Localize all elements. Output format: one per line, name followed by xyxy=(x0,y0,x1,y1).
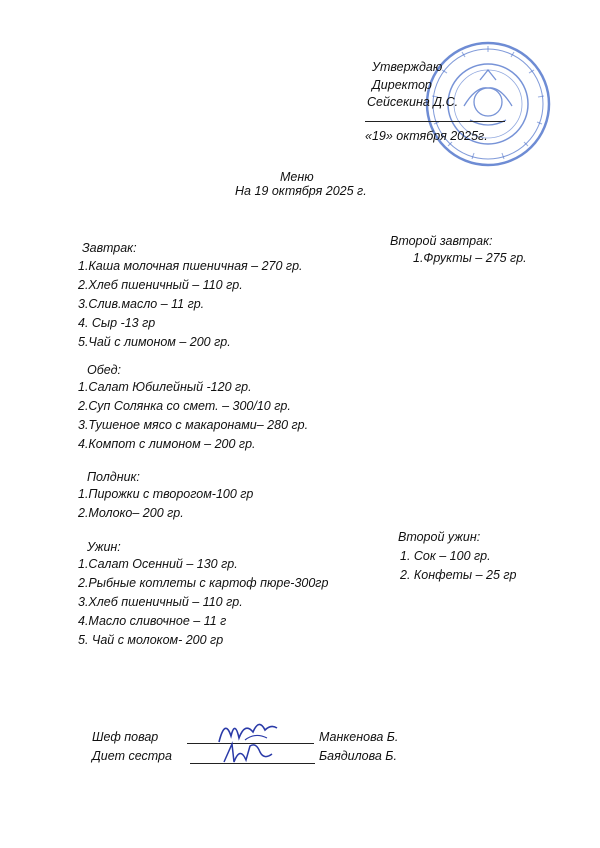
nurse-signature xyxy=(220,738,280,766)
list-item: 5. Чай с молоком- 200 гр xyxy=(78,633,224,647)
list-item: 2.Суп Солянка со смет. – 300/10 гр. xyxy=(78,399,291,413)
approval-date: «19» октября 2025г. xyxy=(365,129,488,143)
chef-name: Манкенова Б. xyxy=(319,730,399,744)
breakfast-heading: Завтрак: xyxy=(82,241,137,255)
list-item: 1.Салат Юбилейный -120 гр. xyxy=(78,380,252,394)
chef-role: Шеф повар xyxy=(92,730,159,744)
list-item: 1.Салат Осенний – 130 гр. xyxy=(78,557,238,571)
list-item: 1.Каша молочная пшеничная – 270 гр. xyxy=(78,259,303,273)
list-item: 3.Хлеб пшеничный – 110 гр. xyxy=(78,595,243,609)
second-dinner-heading: Второй ужин: xyxy=(398,530,481,544)
list-item: 5.Чай с лимоном – 200 гр. xyxy=(78,335,231,349)
list-item: 2.Рыбные котлеты с картоф пюре-300гр xyxy=(78,576,329,590)
second-breakfast-heading: Второй завтрак: xyxy=(390,234,493,248)
breakfast-list xyxy=(78,257,303,352)
page-title: Меню xyxy=(280,170,314,184)
nurse-name: Баядилова Б. xyxy=(319,749,397,763)
dinner-list xyxy=(78,555,328,650)
lunch-heading: Обед: xyxy=(87,363,121,377)
menu-date: На 19 октября 2025 г. xyxy=(235,184,367,198)
list-item: 2.Молоко– 200 гр. xyxy=(78,506,184,520)
second-dinner-list xyxy=(400,547,517,585)
list-item: 4.Масло сливочное – 11 г xyxy=(78,614,227,628)
list-item: 2. Конфеты – 25 гр xyxy=(400,568,517,582)
list-item: 1.Фрукты – 275 гр. xyxy=(413,251,527,265)
approval-line-1: Утверждаю xyxy=(372,60,443,74)
dinner-heading: Ужин: xyxy=(87,540,121,554)
snack-list xyxy=(78,485,253,523)
snack-heading: Полдник: xyxy=(87,470,140,484)
list-item: 4.Компот с лимоном – 200 гр. xyxy=(78,437,256,451)
list-item: 2.Хлеб пшеничный – 110 гр. xyxy=(78,278,243,292)
approval-line-2: Директор xyxy=(372,78,432,92)
list-item: 1. Сок – 100 гр. xyxy=(400,549,491,563)
second-breakfast-list xyxy=(413,251,527,266)
nurse-role: Диет сестра xyxy=(92,749,172,763)
list-item: 1.Пирожки с творогом-100 гр xyxy=(78,487,254,501)
approval-line-3: Сейсекина Д.С. xyxy=(367,95,459,109)
approval-underline xyxy=(365,121,505,122)
list-item: 3.Тушеное мясо с макаронами– 280 гр. xyxy=(78,418,309,432)
list-item: 3.Слив.масло – 11 гр. xyxy=(78,297,205,311)
list-item: 4. Сыр -13 гр xyxy=(78,316,156,330)
lunch-list xyxy=(78,378,308,454)
